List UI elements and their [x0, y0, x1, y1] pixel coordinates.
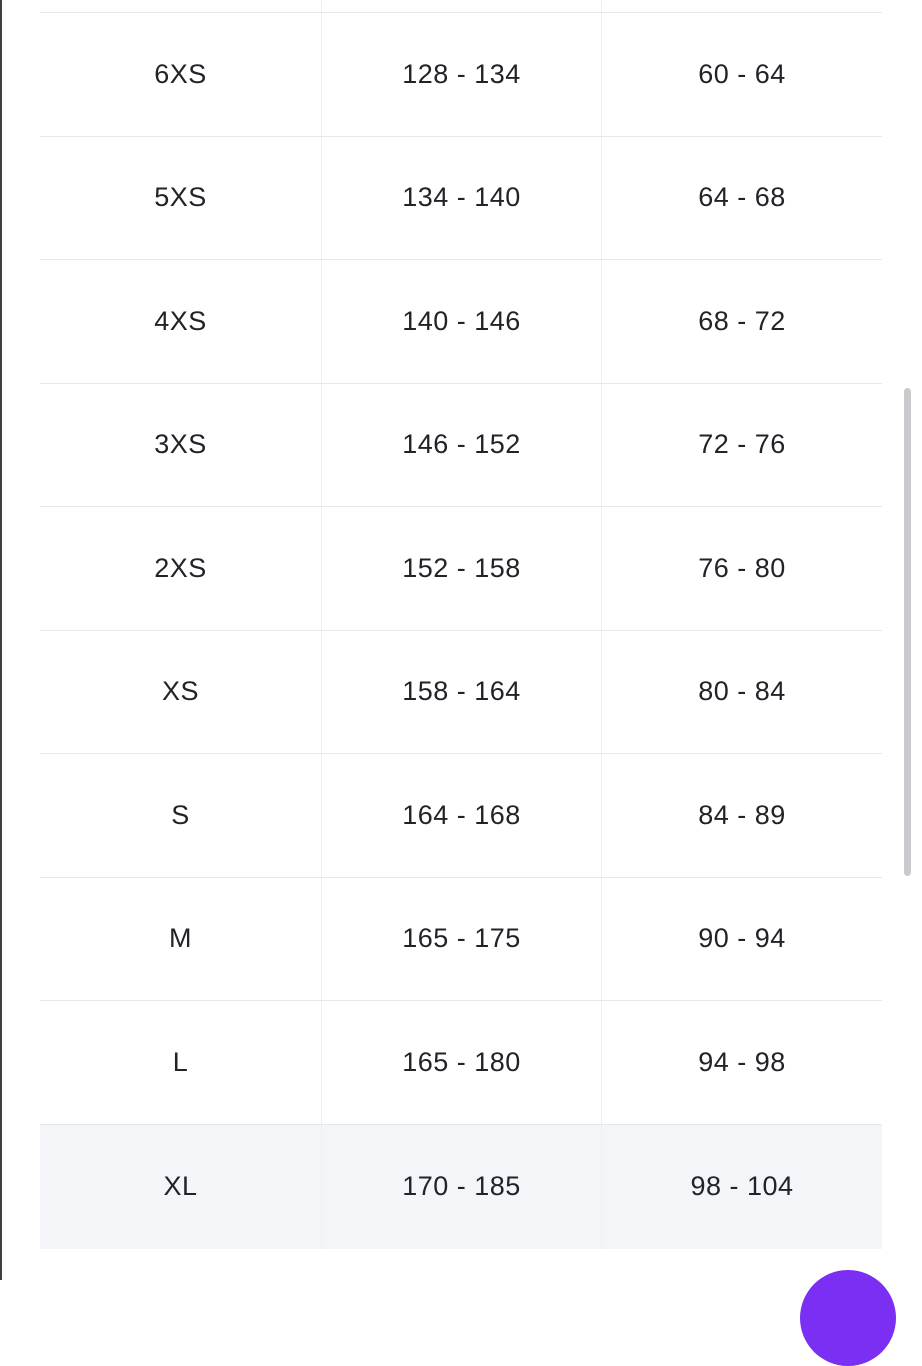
chest-cell: 90 - 94 — [698, 923, 786, 954]
size-cell: 3XS — [40, 384, 322, 507]
height-cell: 165 - 175 — [322, 878, 602, 1001]
chest-cell: 94 - 98 — [698, 1046, 786, 1077]
table-row — [40, 137, 882, 261]
size-cell: M — [40, 878, 322, 1001]
window-left-edge — [0, 0, 2, 1280]
size-cell: 6XS — [40, 13, 322, 136]
chest-cell: 80 - 84 — [698, 676, 786, 707]
size-cell: 2XS — [40, 507, 322, 630]
table-row — [40, 384, 882, 508]
table-row-highlighted — [40, 1125, 882, 1249]
size-cell: 4XS — [40, 260, 322, 383]
vertical-scrollbar[interactable] — [903, 388, 912, 876]
scrollbar-thumb[interactable] — [904, 388, 911, 876]
table-row — [40, 631, 882, 755]
chest-cell: 98 - 104 — [690, 1171, 794, 1201]
height-cell: 158 - 164 — [322, 631, 602, 754]
size-cell: 5XS — [40, 137, 322, 260]
chest-cell: 72 - 76 — [698, 429, 786, 460]
chest-cell: 84 - 89 — [698, 799, 786, 830]
chest-cell: 68 - 72 — [698, 305, 786, 336]
height-cell: 164 - 168 — [322, 754, 602, 877]
height-cell: 128 - 134 — [322, 13, 602, 136]
height-cell: 152 - 158 — [322, 507, 602, 630]
chest-cell: 60 - 64 — [698, 58, 786, 89]
height-cell: 170 - 185 — [322, 1125, 602, 1249]
chat-bubble-icon[interactable] — [800, 1270, 896, 1366]
size-cell: S — [40, 754, 322, 877]
size-cell: XL — [40, 1125, 322, 1249]
table-row — [40, 13, 882, 137]
size-cell: L — [40, 1001, 322, 1124]
height-cell: 165 - 180 — [322, 1001, 602, 1124]
table-row — [40, 1001, 882, 1125]
chest-cell: 76 - 80 — [698, 552, 786, 583]
table-row — [40, 260, 882, 384]
height-cell: 146 - 152 — [322, 384, 602, 507]
table-row — [40, 507, 882, 631]
size-cell: XS — [40, 631, 322, 754]
height-cell: 140 - 146 — [322, 260, 602, 383]
table-row — [40, 878, 882, 1002]
size-chart-table — [40, 0, 882, 1256]
table-row — [40, 754, 882, 878]
chest-cell: 64 - 68 — [698, 182, 786, 213]
table-row-partial — [40, 0, 882, 13]
height-cell: 134 - 140 — [322, 137, 602, 260]
